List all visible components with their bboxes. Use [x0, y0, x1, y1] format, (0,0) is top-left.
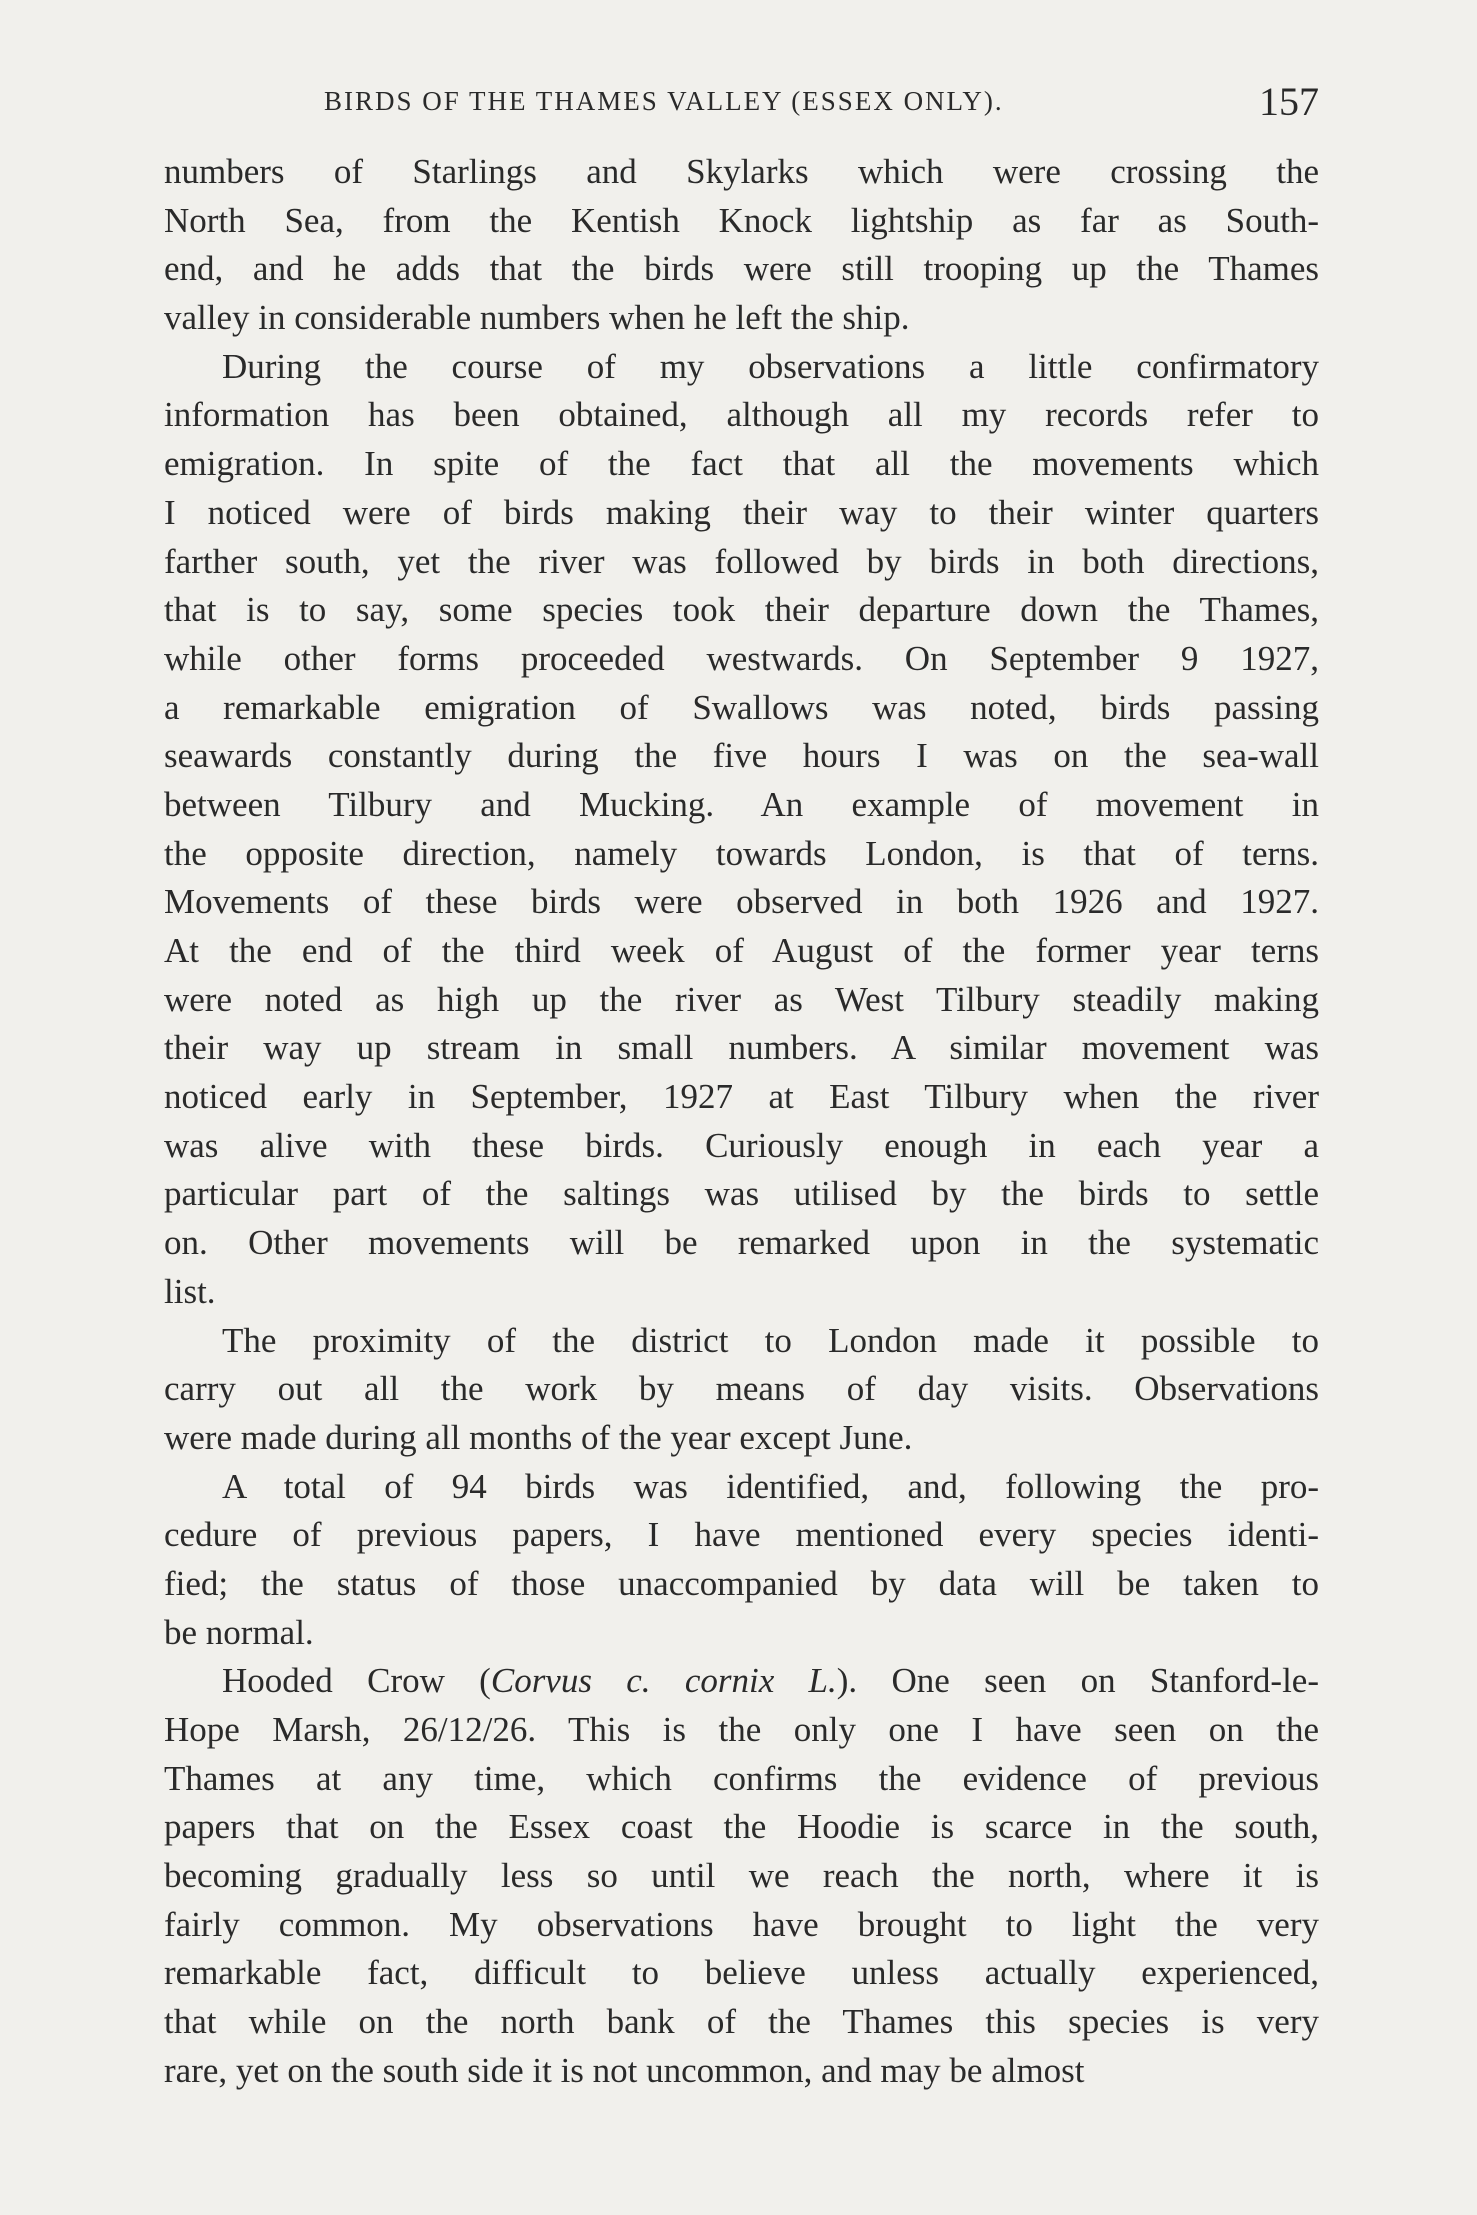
text-line: The proximity of the district to London made it possible to [222, 1320, 1319, 1360]
text-line: Hope Marsh, 26/12/26. This is the only one I have seen on the [164, 1710, 1319, 1749]
paragraph [164, 1657, 1319, 2095]
text-line: emigration. In spite of the fact that all the movements which [164, 444, 1319, 484]
text-line: During the course of my observations a little confirmatory [222, 346, 1319, 386]
paragraph [164, 343, 1319, 1317]
paragraph [164, 1463, 1319, 1658]
text-line: A total of 94 birds was identified, and, following the pro- [222, 1466, 1319, 1506]
page-number: 157 [1259, 79, 1319, 124]
body-text [164, 148, 1319, 2096]
running-head [164, 78, 1319, 138]
text-line: were noted as high up the river as West Tilbury steadily making [164, 979, 1319, 1019]
text-line: farther south, yet the river was followed by birds in both directions, [164, 541, 1319, 581]
text-line: the opposite direction, namely towards London, is that of terns. [164, 833, 1319, 873]
text-line: while other forms proceeded westwards. On September 9 1927, [164, 638, 1319, 678]
text-line: noticed early in September, 1927 at East Tilbury when the river [164, 1077, 1319, 1117]
text-line: Movements of these birds were observed in both 1926 and 1927. [164, 882, 1319, 922]
text-line: list. [164, 1271, 216, 1311]
text-line: be normal. [164, 1612, 314, 1652]
text-line: a remarkable emigration of Swallows was noted, birds passing [164, 687, 1319, 727]
text-line: fairly common. My observations have brought to light the very [164, 1904, 1319, 1944]
text-line: rare, yet on the south side it is not uncommon, and may be almost [164, 2050, 1085, 2090]
text-line: papers that on the Essex coast the Hoodie is scarce in the south, [164, 1807, 1319, 1847]
text-line: fied; the status of those unaccompanied by data will be taken to [164, 1563, 1319, 1603]
text-line: was alive with these birds. Curiously enough in each year a [164, 1125, 1319, 1165]
text-line: end, and he adds that the birds were still trooping up the Thames [164, 249, 1319, 289]
text-line: I noticed were of birds making their way to their winter quarters [164, 492, 1319, 532]
text-line: At the end of the third week of August of the former year terns [164, 931, 1319, 970]
scientific-name: Corvus c. cornix L. [490, 1661, 837, 1701]
text-line: seawards constantly during the five hours I was on the sea-wall [164, 736, 1319, 776]
paragraph [164, 148, 1319, 343]
text-line: Thames at any time, which confirms the evidence of previous [164, 1758, 1319, 1798]
text-line: were made during all months of the year except June. [164, 1417, 913, 1457]
text-line: North Sea, from the Kentish Knock lightship as far as South- [164, 200, 1319, 240]
text-line: becoming gradually less so until we reach the north, where it is [164, 1856, 1319, 1896]
text-line: that while on the north bank of the Thames this species is very [164, 2002, 1319, 2042]
text-line: particular part of the saltings was utilised by the birds to settle [164, 1174, 1319, 1214]
running-title: BIRDS OF THE THAMES VALLEY (ESSEX ONLY). [324, 86, 1004, 116]
text-line: cedure of previous papers, I have mentioned every species identi- [164, 1515, 1319, 1555]
text-line: numbers of Starlings and Skylarks which were crossing the [164, 152, 1319, 191]
paragraph [164, 1317, 1319, 1463]
text-line: Hooded Crow (Corvus c. cornix L.). One seen on Stanford-le- [222, 1661, 1319, 1701]
text-line: remarkable fact, difficult to believe unless actually experienced, [164, 1953, 1319, 1993]
text-line: on. Other movements will be remarked upon in the systematic [164, 1223, 1319, 1263]
text-line: their way up stream in small numbers. A similar movement was [164, 1028, 1319, 1068]
text-line: information has been obtained, although all my records refer to [164, 395, 1319, 435]
text-line: carry out all the work by means of day visits. Observations [164, 1369, 1319, 1409]
text-line: that is to say, some species took their departure down the Thames, [164, 590, 1319, 630]
text-line: valley in considerable numbers when he left the ship. [164, 298, 910, 338]
text-line: between Tilbury and Mucking. An example of movement in [164, 784, 1319, 824]
